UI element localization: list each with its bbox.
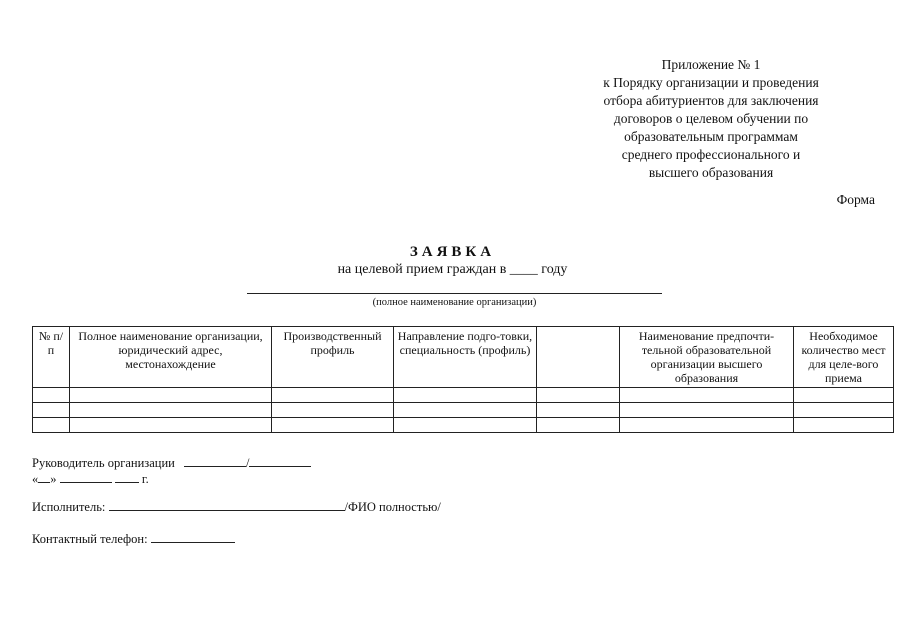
phone-label: Контактный телефон:	[32, 532, 148, 546]
table-cell[interactable]	[620, 388, 794, 403]
table-cell[interactable]	[33, 403, 70, 418]
application-table	[32, 326, 894, 433]
table-cell[interactable]	[394, 388, 537, 403]
date-close-quote: »	[50, 472, 57, 486]
head-label: Руководитель организации	[32, 456, 175, 470]
phone-blank[interactable]	[151, 530, 235, 543]
column-header: Необходимое количество мест для целе-вого приема	[794, 327, 894, 388]
column-header: № п/п	[33, 327, 70, 388]
executor-label: Исполнитель:	[32, 500, 106, 514]
table-cell[interactable]	[272, 388, 394, 403]
appendix-line: отбора абитуриентов для заключения	[603, 93, 819, 108]
table-cell[interactable]	[537, 403, 620, 418]
signature-date-line	[32, 470, 149, 487]
head-name-blank[interactable]	[249, 454, 311, 467]
column-header: Полное наименование организации, юридический адрес, местонахождение	[70, 327, 272, 388]
table-cell[interactable]	[272, 418, 394, 433]
column-header: Наименование предпочти-тельной образовательной организации высшего образования	[620, 327, 794, 388]
table-header-row	[33, 327, 894, 388]
table-cell[interactable]	[33, 388, 70, 403]
column-header: Направление подго-товки, специальность (профиль)	[394, 327, 537, 388]
column-header: Производственный профиль	[272, 327, 394, 388]
table-cell[interactable]	[394, 418, 537, 433]
document-title: ЗАЯВКА	[409, 244, 496, 260]
organization-name-line	[247, 293, 662, 294]
appendix-line: высшего образования	[648, 165, 774, 180]
table-cell[interactable]	[70, 403, 272, 418]
date-open-quote: «	[32, 472, 39, 486]
table-cell[interactable]	[794, 418, 894, 433]
appendix-block	[585, 56, 837, 182]
table-cell[interactable]	[620, 403, 794, 418]
appendix-line: договоров о целевом обучении по	[613, 111, 809, 126]
appendix-line: Приложение № 1	[661, 57, 761, 72]
table-cell[interactable]	[537, 418, 620, 433]
appendix-line: среднего профессионального и	[621, 147, 801, 162]
table-cell[interactable]	[794, 403, 894, 418]
table-body	[33, 388, 894, 433]
table-row	[33, 418, 894, 433]
form-label: Форма	[836, 192, 875, 207]
table-cell[interactable]	[620, 418, 794, 433]
table-cell[interactable]	[272, 403, 394, 418]
head-signature-blank[interactable]	[184, 454, 246, 467]
executor-suffix: /ФИО полностью/	[344, 500, 441, 514]
executor-name-blank[interactable]	[109, 498, 345, 511]
table-cell[interactable]	[70, 418, 272, 433]
date-day-blank[interactable]	[38, 470, 50, 483]
date-year-blank[interactable]	[115, 470, 139, 483]
column-header	[537, 327, 620, 388]
head-signature-line: Руководитель организации /	[32, 454, 311, 471]
table-row	[33, 403, 894, 418]
appendix-line: образовательным программам	[624, 129, 798, 144]
table-cell[interactable]	[33, 418, 70, 433]
table-cell[interactable]	[794, 388, 894, 403]
date-year-suffix: г.	[141, 472, 149, 486]
table-row	[33, 388, 894, 403]
appendix-line: к Порядку организации и проведения	[603, 75, 819, 90]
table-cell[interactable]	[537, 388, 620, 403]
table-cell[interactable]	[394, 403, 537, 418]
organization-name-caption: (полное наименование организации)	[372, 297, 537, 308]
date-month-blank[interactable]	[60, 470, 112, 483]
executor-line	[32, 498, 441, 515]
phone-line	[32, 530, 235, 547]
document-subtitle: на целевой прием граждан в ____ году	[337, 262, 568, 277]
table-cell[interactable]	[70, 388, 272, 403]
